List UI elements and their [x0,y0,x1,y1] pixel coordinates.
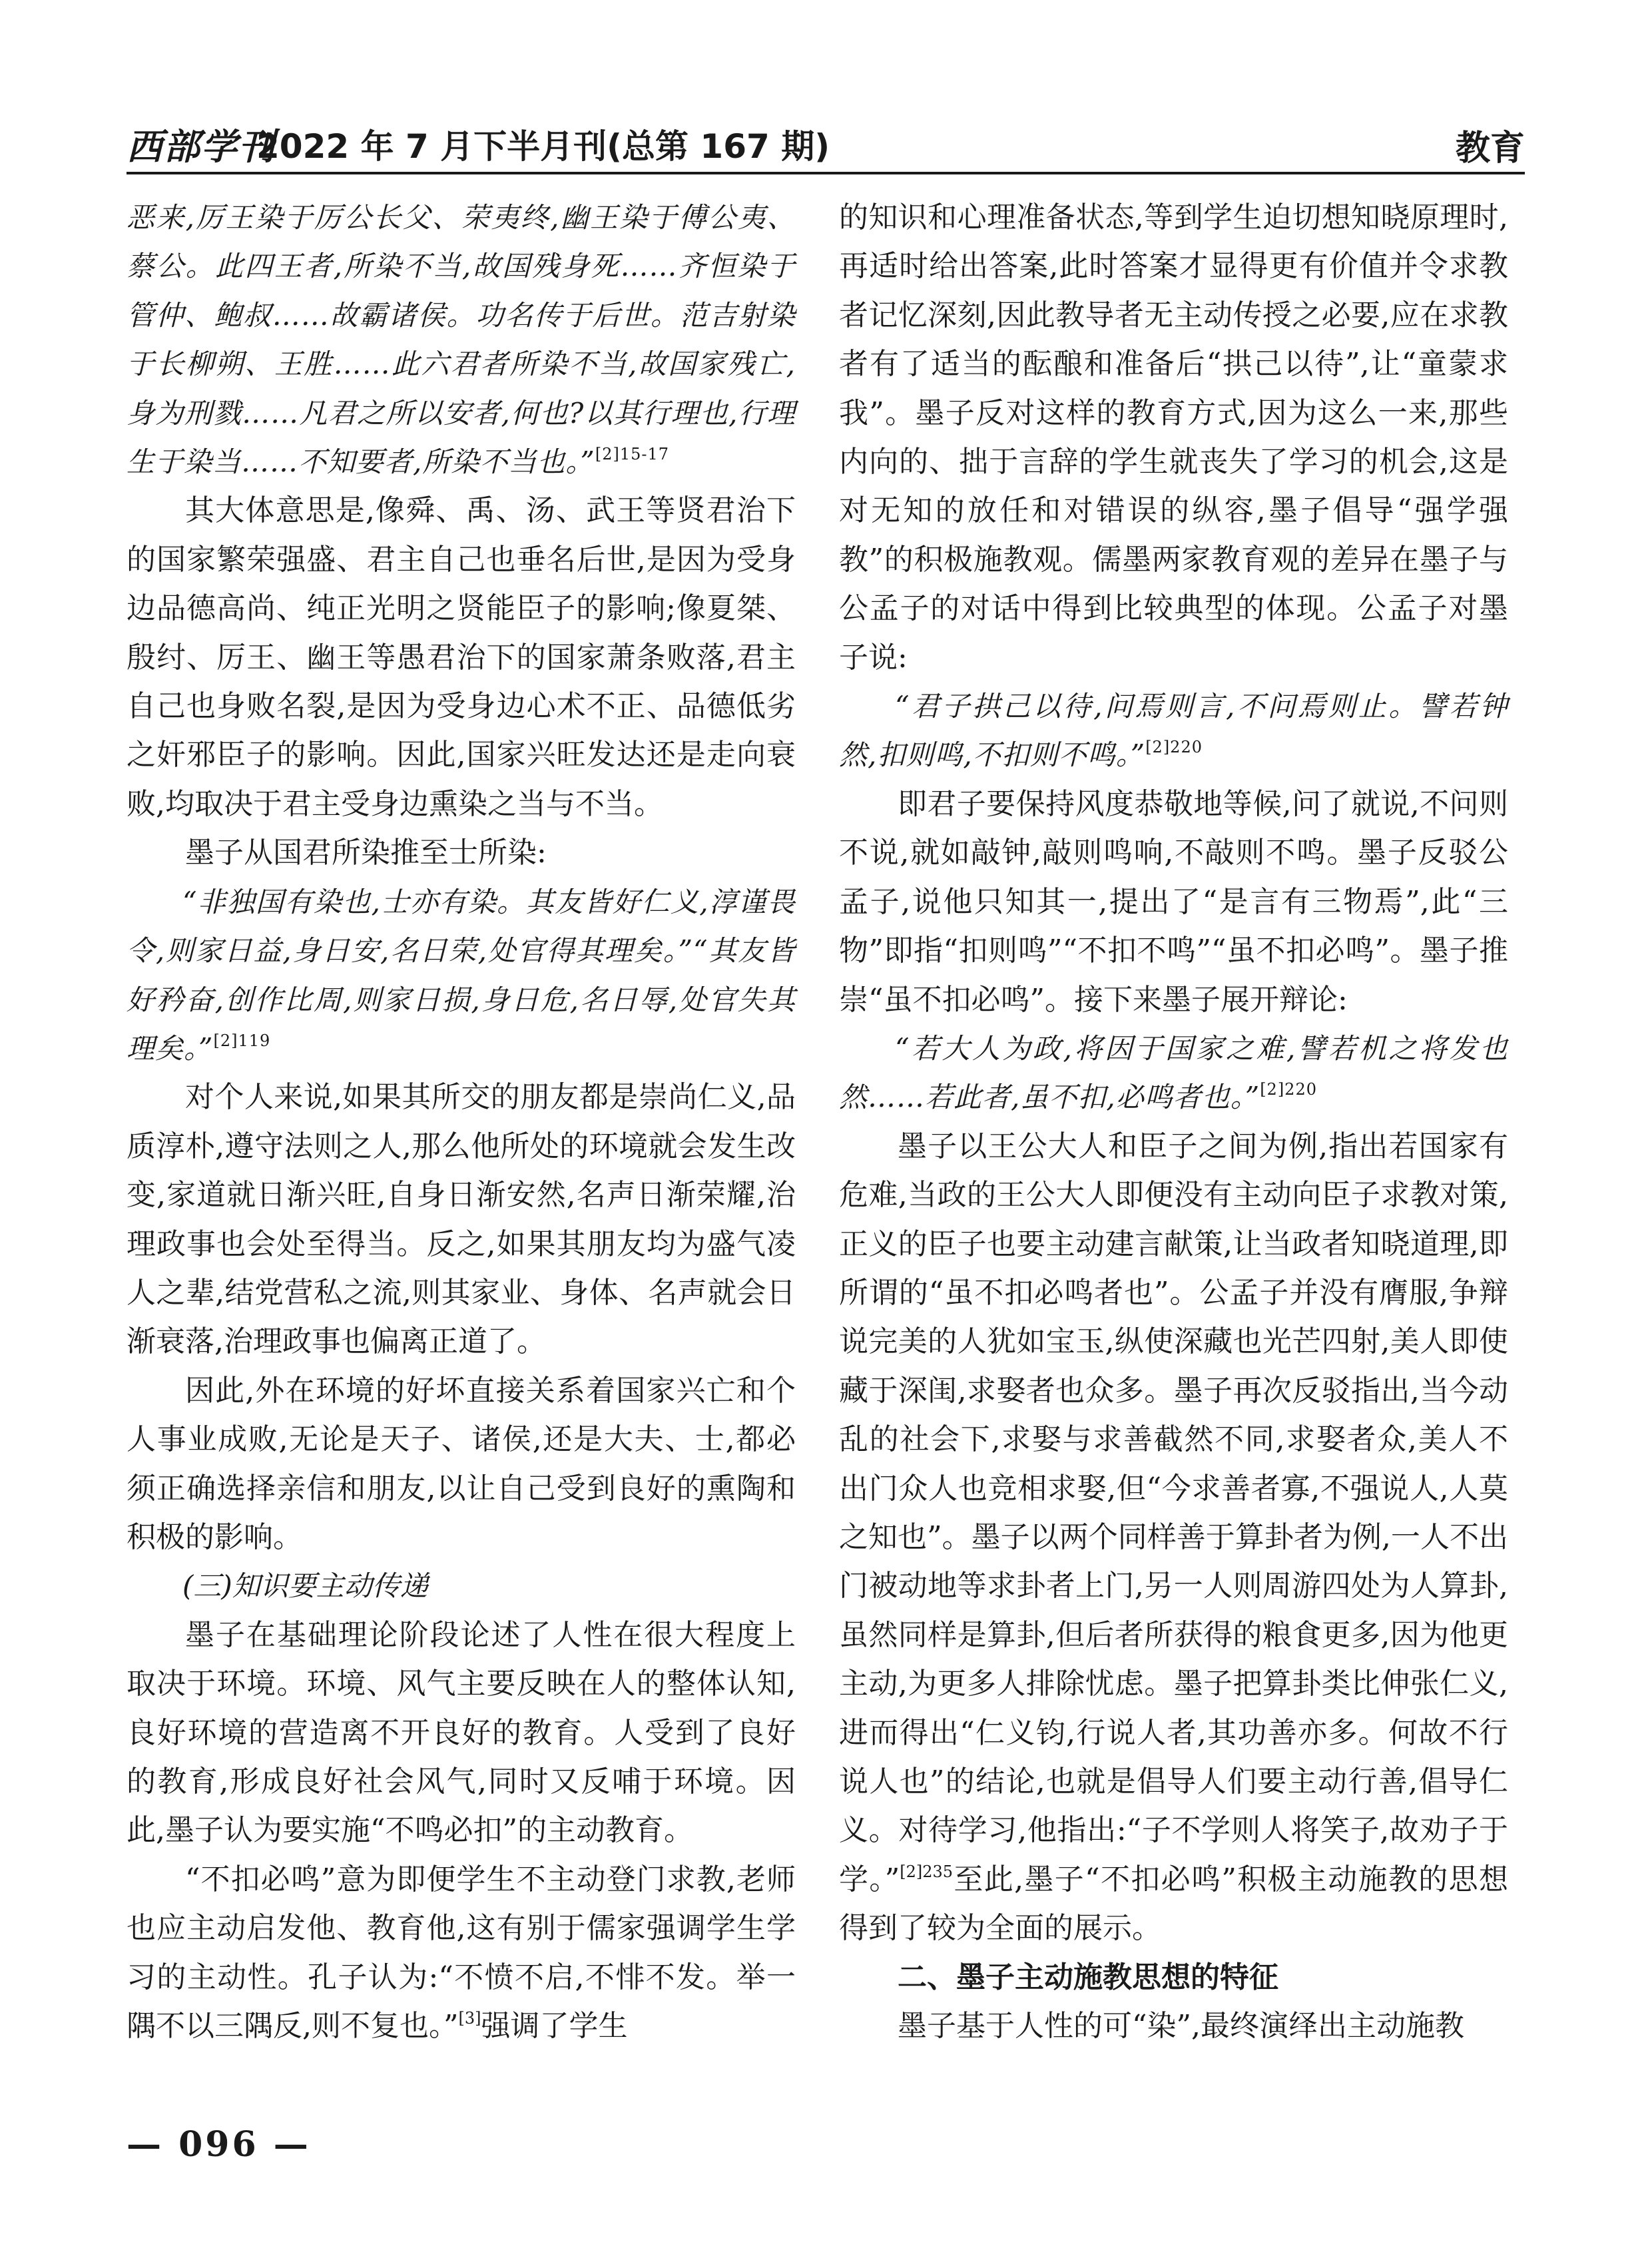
paragraph: 墨子基于人性的可“染”,最终演绎出主动施教 [898,2009,1464,2044]
paragraph: “不扣必鸣”意为即便学生不主动登门求教,老师也应主动启发他、教育他,这有别于儒家强调学生学习的主动性。孔子认为:“不愤不启,不悱不发。举一隅不以三隅反,则不复也。”[3]强调了学生 [127,1862,796,2044]
paragraph: 的知识和心理准备状态,等到学生迫切想知晓原理时,再适时给出答案,此时答案才显得更有价值并令求教者记忆深刻,因此教导者无主动传授之必要,应在求教者有了适当的酝酿和准备后“拱己以待”,让“童蒙求我”。墨子反对这样的教育方式,因为这么一来,那些内向的、拙于言辞的学生就丧失了学习的机会,这是对无知的放任和对错误的纵容,墨子倡导“强学强教”的积极施教观。儒墨两家教育观的差异在墨子与公孟子的对话中得到比较典型的体现。公孟子对墨子说: [839,200,1508,675]
block-quote: “君子拱己以待,问焉则言,不问焉则止。譬若钟然,扣则鸣,不扣则不鸣。”$^{[2]220}$ [839,690,1508,772]
block-quote: “非独国有染也,士亦有染。其友皆好仁义,淳谨畏令,则家日益,身日安,名日荣,处官得其理矣。”“其友皆好矜奋,创作比周,则家日损,身日危,名日辱,处官失其理矣。”$^{[2]119}$ [127,885,796,1065]
issue-info: 2022 年 7 月下半月刊(总第 167 期) [256,127,830,166]
citation: [2]235 [900,1862,954,1881]
paragraph: 墨子以王公大人和臣子之间为例,指出若国家有危难,当政的王公大人即便没有主动向臣子求教对策,正义的臣子也要主动建言献策,让当政者知晓道理,即所谓的“虽不扣必鸣者也”。公孟子并没有膺服,争辩说完美的人犹如宝玉,纵使深藏也光芒四射,美人即使藏于深闺,求娶者也众多。墨子再次反驳指出,当今动乱的社会下,求娶与求善截然不同,求娶者众,美人不出门众人也竞相求娶,但“今求善者寡,不强说人,人莫之知也”。墨子以两个同样善于算卦者为例,一人不出门被动地等求卦者上门,另一人则周游四处为人算卦,虽然同样是算卦,但后者所获得的粮食更多,因为他更主动,为更多人排除忧虑。墨子把算卦类比伸张仁义,进而得出“仁义钧,行说人者,其功善亦多。何故不行说人也”的结论,也就是倡导人们要主动行善,倡导仁义。对待学习,他指出:“子不学则人将笑子,故劝子于学。”$^{[2]235}$至此,墨子“不扣必鸣”积极主动施教的思想得到了较为全面的展示。 [839,1129,1508,1946]
page-header [127,119,1525,168]
citation: [2]119 [213,1031,271,1050]
section-heading: 二、墨子主动施教思想的特征 [898,1960,1278,1994]
journal-logo: 西部学刊 [127,125,276,168]
left-column [127,193,796,2050]
citation: [2]15-17 [595,445,670,464]
block-quote: “若大人为政,将因于国家之难,譬若机之将发也然……若此者,虽不扣,必鸣者也。”$^{[2]220}$ [839,1031,1508,1114]
page-number: — 096 — [127,2124,311,2165]
citation: [2]220 [1260,1080,1317,1099]
paragraph: 即君子要保持风度恭敬地等候,问了就说,不问则不说,就如敲钟,敲则鸣响,不敲则不鸣。墨子反驳公孟子,说他只知其一,提出了“是言有三物焉”,此“三物”即指“扣则鸣”“不扣不鸣”“虽不扣必鸣”。墨子推崇“虽不扣必鸣”。接下来墨子展开辩论: [839,786,1508,1017]
citation: [3] [458,2009,481,2028]
subsection-heading: (三)知识要主动传递 [182,1569,428,1603]
quote-continuation: 恶来,厉王染于厉公长父、荣夷终,幽王染于傅公夷、蔡公。此四王者,所染不当,故国残身死……齐恒染于管仲、鲍叔……故霸诸侯。功名传于后世。范吉射染于长柳朔、王胜……此六君者所染不当,故国家残亡,身为刑戮……凡君之所以安者,何也?以其行理也,行理生于染当……不知要者,所染不当也。”$^{[2]15-17}$ [127,201,796,479]
header-divider [127,172,1525,174]
right-column [839,193,1508,2050]
citation: [2]220 [1145,738,1203,757]
paragraph: 因此,外在环境的好坏直接关系着国家兴亡和个人事业成败,无论是天子、诸侯,还是大夫、士,都必须正确选择亲信和朋友,以让自己受到良好的熏陶和积极的影响。 [127,1373,796,1554]
paragraph: 墨子在基础理论阶段论述了人性在很大程度上取决于环境。环境、风气主要反映在人的整体认知,良好环境的营造离不开良好的教育。人受到了良好的教育,形成良好社会风气,同时又反哺于环境。因此,墨子认为要实施“不鸣必扣”的主动教育。 [127,1617,796,1848]
section-label: 教育 [1455,129,1525,168]
paragraph: 对个人来说,如果其所交的朋友都是崇尚仁义,品质淳朴,遵守法则之人,那么他所处的环境就会发生改变,家道就日渐兴旺,自身日渐安然,名声日渐荣耀,治理政事也会处至得当。反之,如果其朋友均为盛气凌人之辈,结党营私之流,则其家业、身体、名声就会日渐衰落,治理政事也偏离正道了。 [127,1080,796,1359]
paragraph: 墨子从国君所染推至士所染: [185,836,547,870]
paragraph: 其大体意思是,像舜、禹、汤、武王等贤君治下的国家繁荣强盛、君主自己也垂名后世,是因为受身边品德高尚、纯正光明之贤能臣子的影响;像夏桀、殷纣、厉王、幽王等愚君治下的国家萧条败落,君主自己也身败名裂,是因为受身边心术不正、品德低劣之奸邪臣子的影响。因此,国家兴旺发达还是走向衰败,均取决于君主受身边熏染之当与不当。 [127,493,796,821]
